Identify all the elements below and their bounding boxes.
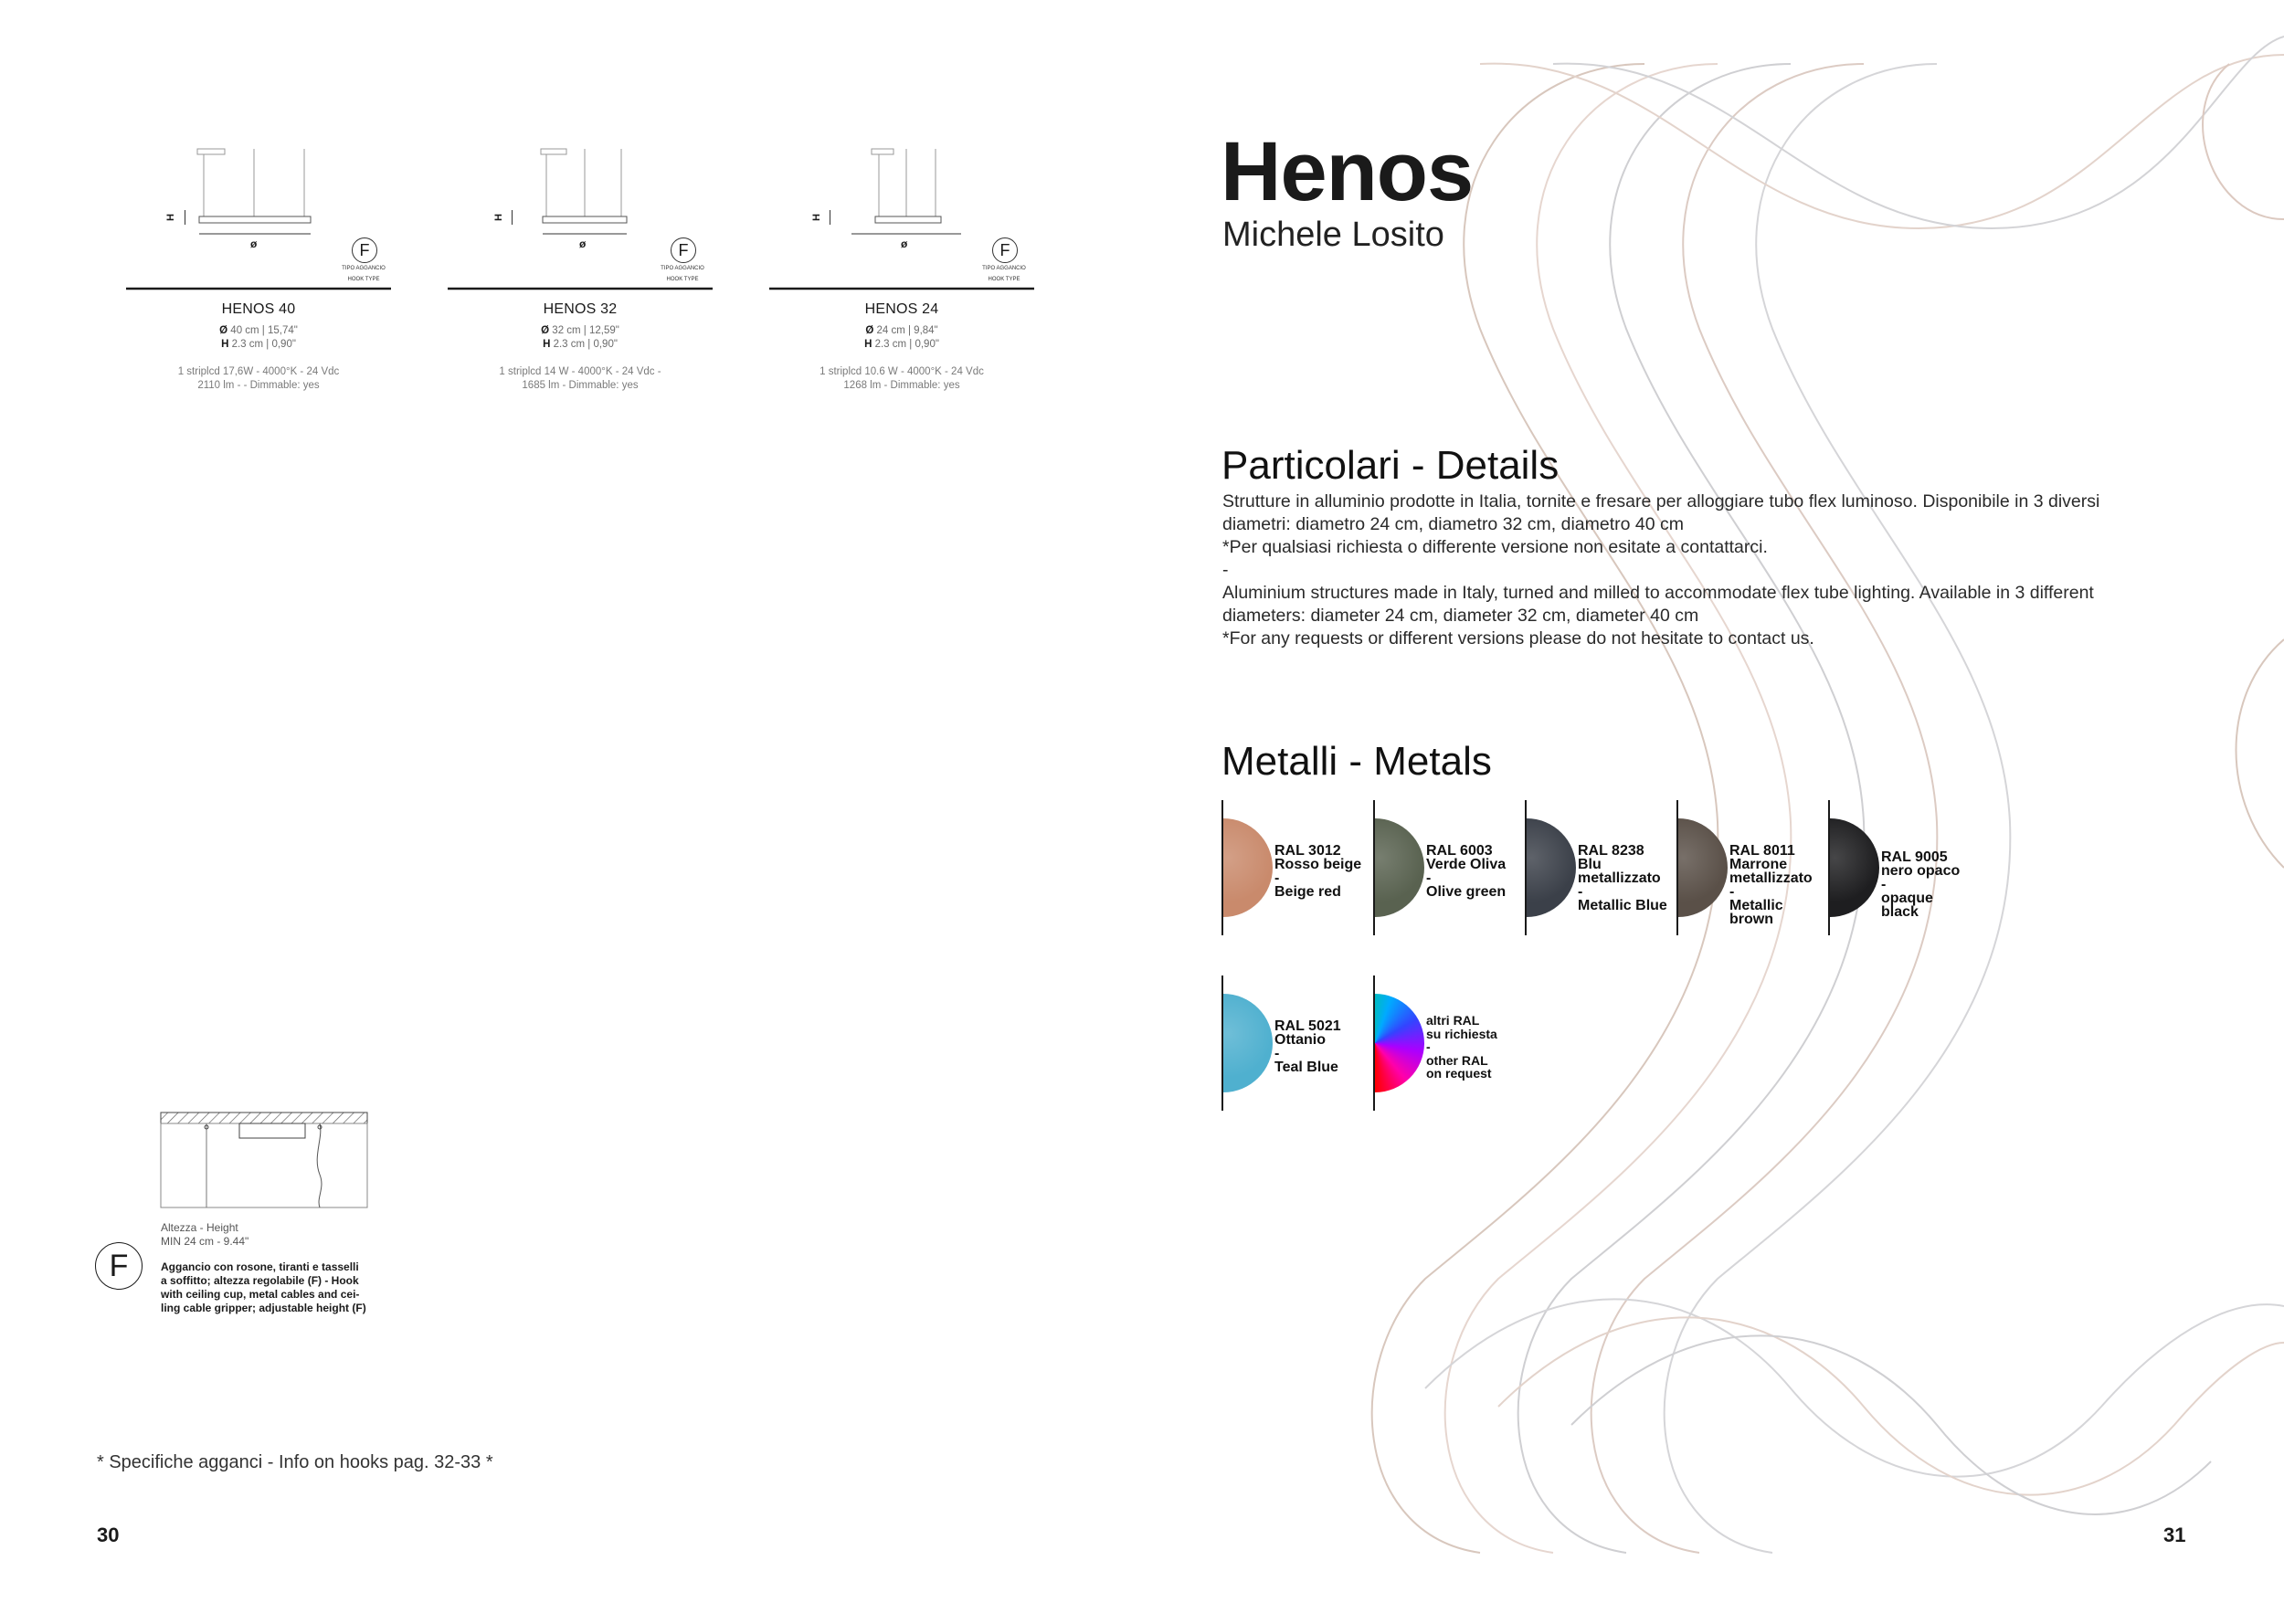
swatch-label: RAL 8238 Blu metallizzato - Metallic Blue [1578,843,1667,913]
hook-type-label: TIPO AGGANCIO HOOK TYPE [982,266,1026,282]
swatch-label: RAL 5021 Ottanio - Teal Blue [1274,1018,1341,1075]
product-spec: 1 striplcd 14 W - 4000°K - 24 Vdc - 1685 lm - Dimmable: yes [499,366,661,391]
page-number-left: 30 [97,1524,120,1546]
swatch-label: RAL 3012 Rosso beige - Beige red [1274,843,1362,900]
diameter-symbol: ø [250,237,258,250]
swatch-color [1375,818,1424,917]
swatch-color [1527,818,1576,917]
height-symbol: H [810,214,822,221]
hook-letter: F [359,241,370,259]
swatch-label: RAL 6003 Verde Oliva - Olive green [1426,843,1507,900]
swatch-color [1830,818,1879,917]
page-number-right: 31 [2163,1524,2186,1546]
swatch-label: RAL 8011 Marrone metallizzato - Metallic brown [1729,843,1813,927]
metal-swatch-ral-9005 [1828,800,1983,935]
height-symbol: H [492,214,504,221]
product-title: Henos [1221,125,1474,218]
hook-description: Aggancio con rosone, tiranti e tasselli a soffitto; altezza regolabile (F) - Hook with ceiling cup, metal cables and cei- ling cable gripper; adjustable height (F) [161,1260,366,1314]
metals-heading: Metalli - Metals [1221,739,1492,784]
product-name: HENOS 40 [221,301,296,317]
diameter-symbol: ø [901,237,908,250]
hook-letter: F [999,241,1010,259]
details-text: Strutture in alluminio prodotte in Italia, tornite e fresare per alloggiare tubo flex luminoso. Disponibile in 3 diversi diametri: diametro 24 cm, diametro 32 cm, diametro 40 cm *Per qualsiasi richiesta o differente versione non esitate a contattarci. - Aluminium structures made in Italy, turned and milled to accommodate flex tube lighting. Available in 3 different diameters: diameter 24 cm, diameter 32 cm, diameter 40 cm *For any requests or different versions please do not hesitate to contact us. [1222,491,2100,649]
hook-type-badge [671,237,696,263]
diameter-symbol: ø [579,237,587,250]
product-spec: 1 striplcd 10.6 W - 4000°K - 24 Vdc 1268 lm - Dimmable: yes [819,366,984,391]
hook-letter: F [678,241,689,259]
swatch-color [1223,994,1273,1092]
swatch-color [1678,818,1728,917]
details-heading: Particolari - Details [1221,443,1560,488]
hook-type-badge [352,237,377,263]
product-spec: 1 striplcd 17,6W - 4000°K - 24 Vdc 2110 lm - - Dimmable: yes [177,366,340,391]
swatch-label: altri RAL su richiesta - other RAL on request [1426,1013,1497,1081]
hook-type-badge [992,237,1018,263]
designer-name: Michele Losito [1222,216,1444,254]
product-dimensions: Ø 40 cm | 15,74" H 2.3 cm | 0,90" [219,325,298,350]
hook-type-label: TIPO AGGANCIO HOOK TYPE [342,266,386,282]
metal-swatch-other-ral [1373,975,1528,1111]
metal-swatch-ral-8011 [1676,800,1832,935]
product-name: HENOS 24 [864,301,939,317]
hook-letter: F [109,1249,129,1283]
hook-type-label: TIPO AGGANCIO HOOK TYPE [661,266,704,282]
color-wheel-icon [1375,994,1424,1092]
height-symbol: H [164,214,176,221]
swatch-color [1223,818,1273,917]
metal-swatch-ral-5021 [1221,975,1377,1111]
product-name: HENOS 32 [543,301,618,317]
swatch-label: RAL 9005 nero opaco - opaque black [1881,849,1961,920]
hook-type-badge-large [95,1242,143,1290]
height-note: Altezza - Height MIN 24 cm - 9.44" [161,1221,249,1248]
metal-swatch-ral-3012 [1221,800,1377,935]
product-dimensions: Ø 24 cm | 9,84" H 2.3 cm | 0,90" [864,325,939,350]
metal-swatch-ral-8238 [1525,800,1680,935]
product-dimensions: Ø 32 cm | 12,59" H 2.3 cm | 0,90" [541,325,619,350]
ceiling-hook-diagram [159,1111,371,1211]
hooks-footer-note: * Specifiche agganci - Info on hooks pag. 32-33 * [97,1452,493,1472]
metal-swatch-ral-6003 [1373,800,1528,935]
height-tick [512,210,513,225]
